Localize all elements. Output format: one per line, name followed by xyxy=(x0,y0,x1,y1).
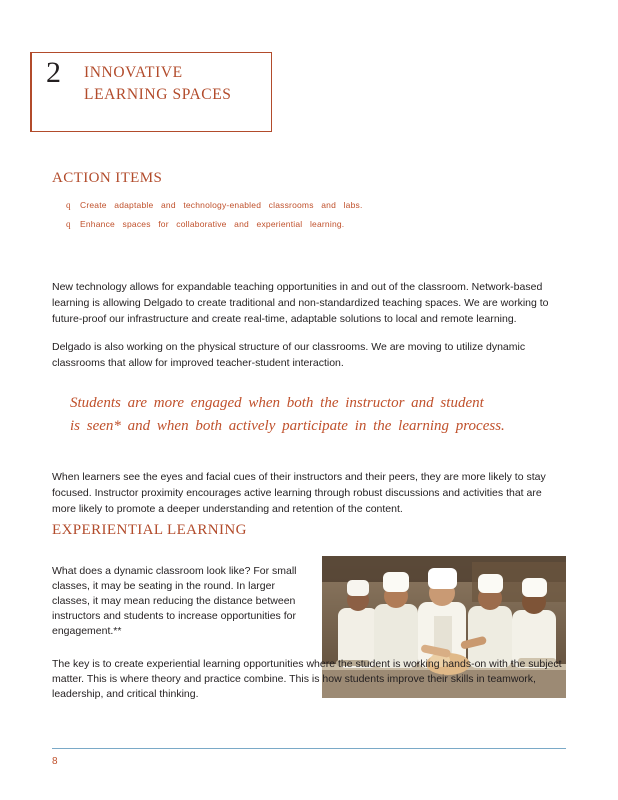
pull-quote xyxy=(70,392,556,438)
page-number: 8 xyxy=(52,756,58,767)
list-item xyxy=(66,219,496,229)
experiential-learning-heading: EXPERIENTIAL LEARNING xyxy=(52,522,247,538)
list-item xyxy=(66,200,496,210)
footer-divider xyxy=(52,748,566,749)
pull-quote-line-1: Students are more engaged when both the instructor and student xyxy=(70,395,484,411)
bottom-paragraph: The key is to create experiential learning opportunities where the student is working hands-on with the subject matter. This is where theory and practice combine. This is how students improve their skills in teamwork, leadership, and critical thinking. xyxy=(52,657,562,700)
chapter-title xyxy=(84,62,264,107)
action-item-text: Enhance spaces for collaborative and experiential learning. xyxy=(80,219,345,229)
chapter-title-line-1: INNOVATIVE xyxy=(84,64,183,81)
action-items-list xyxy=(66,200,496,238)
left-column-paragraph: What does a dynamic classroom look like? For small classes, it may be seating in the round. In larger classes, it may mean reducing the distance between instructors and students to increase opportunities for engagement.** xyxy=(52,564,297,637)
chapter-title-line-2: LEARNING SPACES xyxy=(84,86,232,104)
pull-quote-line-2: is seen* and when both actively participate in the learning process. xyxy=(70,418,505,434)
action-items-heading: ACTION ITEMS xyxy=(52,170,163,186)
chapter-number: 2 xyxy=(46,56,61,89)
action-item-text: Create adaptable and technology-enabled classrooms and labs. xyxy=(80,200,363,210)
checkbox-glyph-icon: q xyxy=(66,200,71,210)
body-paragraph-3: When learners see the eyes and facial cues of their instructors and their peers, they are more likely to stay focused. Instructor proximity encourages active learning through robust discussions and activities that are more likely to promote a deeper understanding and retention of the content. xyxy=(52,470,546,515)
checkbox-glyph-icon: q xyxy=(66,219,71,229)
body-paragraph-1: New technology allows for expandable teaching opportunities in and out of the classroom. Network-based learning is allowing Delgado to create traditional and non-standardized teaching spaces. We are working to future-proof our infrastructure and create real-time, adaptable solutions to local and remote learning. xyxy=(52,280,549,325)
body-paragraph-2: Delgado is also working on the physical structure of our classrooms. We are moving to utilize dynamic classrooms that allow for improved teacher-student interaction. xyxy=(52,340,526,369)
